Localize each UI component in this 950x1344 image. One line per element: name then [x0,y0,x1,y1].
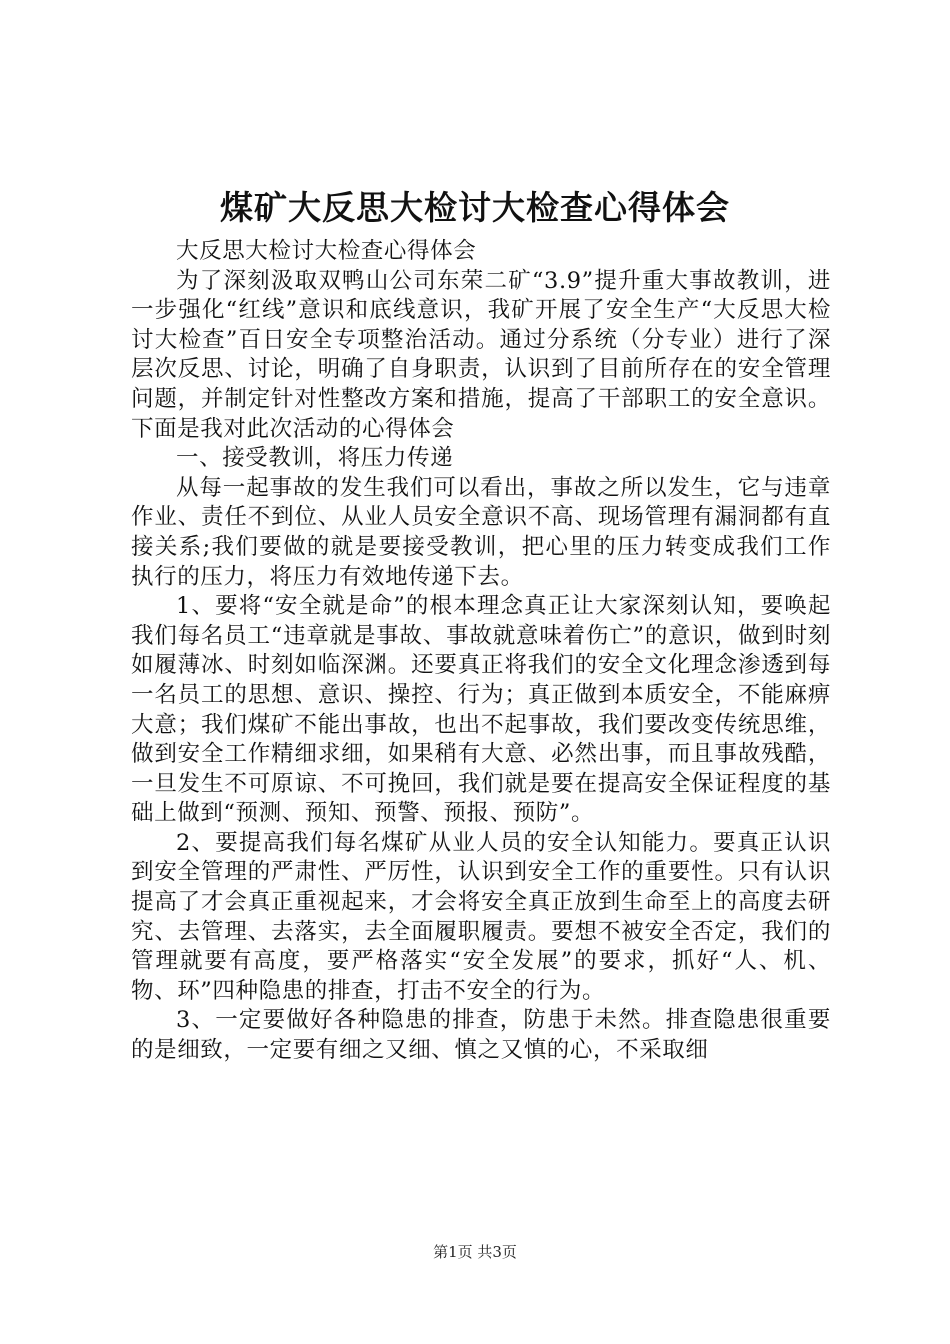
page-number-footer: 第1页 共3页 [433,1243,517,1261]
paragraph-item-3: 3、一定要做好各种隐患的排查，防患于未然。排查隐患很重要的是细致，一定要有细之又细、慎之又慎的心，不采取细 [131,1007,831,1064]
document-body [131,237,831,1066]
paragraph-section-1: 从每一起事故的发生我们可以看出，事故之所以发生，它与违章作业、责任不到位、从业人员安全意识不高、现场管理有漏洞都有直接关系;我们要做的就是要接受教训，把心里的压力转变成我们工作执行的压力，将压力有效地传递下去。 [131,474,831,590]
paragraph-intro: 为了深刻汲取双鸭山公司东荣二矿“3.9”提升重大事故教训，进一步强化“红线”意识和底线意识，我矿开展了安全生产“大反思大检讨大检查”百日安全专项整治活动。通过分系统（分专业）进行了深层次反思、讨论，明确了自身职责，认识到了目前所存在的安全管理问题，并制定针对性整改方案和措施，提高了干部职工的安全意识。下面是我对此次活动的心得体会 [131,267,831,442]
paragraph-item-2: 2、要提高我们每名煤矿从业人员的安全认知能力。要真正认识到安全管理的严肃性、严厉性，认识到安全工作的重要性。只有认识提高了才会真正重视起来，才会将安全真正放到生命至上的高度去研究、去管理、去落实，去全面履职履责。要想不被安全否定，我们的管理就要有高度，要严格落实“安全发展”的要求，抓好“人、机、物、环”四种隐患的排查，打击不安全的行为。 [131,829,831,1004]
paragraph-item-1: 1、要将“安全就是命”的根本理念真正让大家深刻认知，要唤起我们每名员工“违章就是事故、事故就意味着伤亡”的意识，做到时刻如履薄冰、时刻如临深渊。还要真正将我们的安全文化理念渗透到每一名员工的思想、意识、操控、行为；真正做到本质安全，不能麻痹大意；我们煤矿不能出事故，也出不起事故，我们要改变传统思维，做到安全工作精细求细，如果稍有大意、必然出事，而且事故残酷，一旦发生不可原谅、不可挽回，我们就是要在提高安全保证程度的基础上做到“预测、预知、预警、预报、预防”。 [131,593,831,827]
paragraph-subtitle: 大反思大检讨大检查心得体会 [176,238,477,264]
section-heading-1: 一、接受教训，将压力传递 [176,445,454,472]
document-title: 煤矿大反思大检讨大检查心得体会 [220,188,730,227]
